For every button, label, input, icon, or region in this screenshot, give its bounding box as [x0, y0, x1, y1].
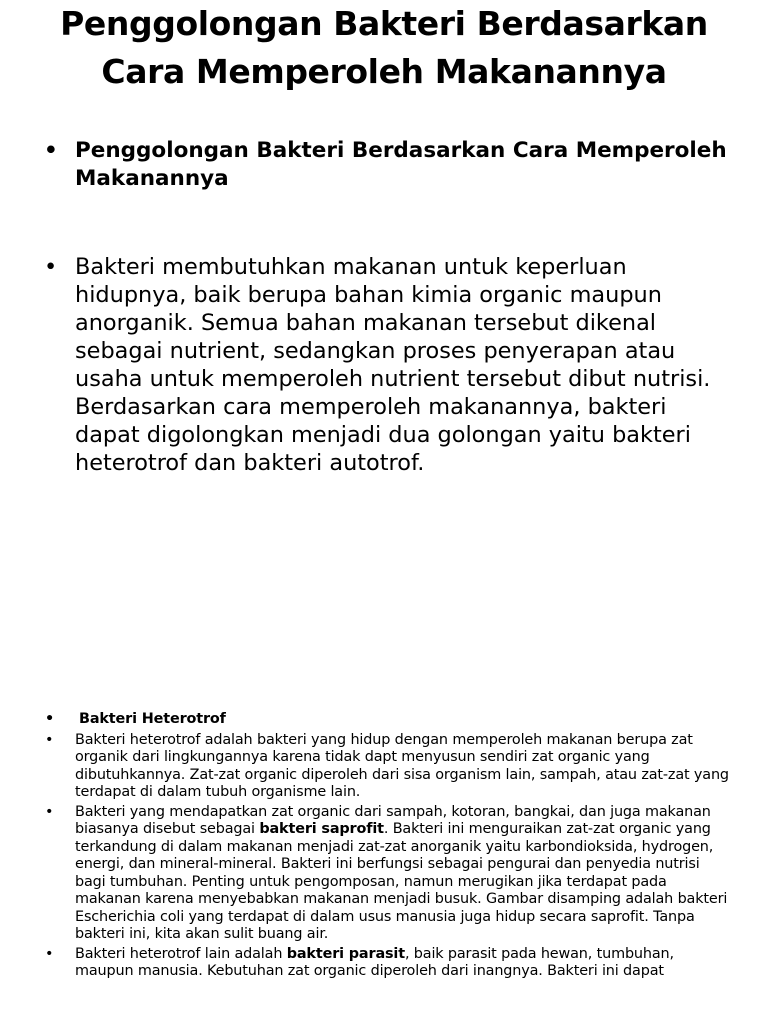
heterotrof-heading: Bakteri Heterotrof	[79, 711, 226, 727]
title-line-2: Cara Memperoleh Makanannya	[101, 52, 667, 91]
bullet-item-1	[0, 137, 768, 193]
heterotrof-item-3	[0, 946, 768, 981]
parasit-term: bakteri parasit	[286, 945, 405, 962]
slide2-bullet-list	[0, 711, 768, 981]
bullet-marker: •	[45, 945, 54, 962]
heterotrof-heading-item	[0, 711, 768, 729]
saprofit-text-before: Bakteri yang mendapatkan zat organic dari sampah, kotoran, bangkai, dan juga makanan biasanya disebut sebagai	[75, 803, 711, 837]
bullet-text-1: Penggolongan Bakteri Berdasarkan Cara Memperoleh Makanannya	[75, 138, 727, 191]
title-line-1: Penggolongan Bakteri Berdasarkan	[60, 4, 708, 43]
bullet-marker: •	[44, 254, 58, 280]
parasit-text-after: , baik parasit pada hewan, tumbuhan, maupun manusia. Kebutuhan zat organic diperoleh dari inangnya. Bakteri ini dapat	[75, 945, 674, 979]
slide1-paragraph-list	[0, 253, 768, 477]
slide-title	[0, 0, 768, 96]
bullet-marker: •	[44, 138, 58, 163]
bullet-marker: •	[45, 731, 54, 748]
slide1-bullet-list	[0, 137, 768, 193]
parasit-text-before: Bakteri heterotrof lain adalah	[75, 945, 287, 962]
heterotrof-item-2	[0, 804, 768, 944]
bullet-text-2: Bakteri membutuhkan makanan untuk keperluan hidupnya, baik berupa bahan kimia organic maupun anorganik. Semua bahan makanan tersebut dikenal sebagai nutrient, sedangkan proses penyerapan atau usaha untuk memperoleh nutrient tersebut dibut nutrisi. Berdasarkan cara memperoleh makanannya, bakteri dapat digolongkan menjadi dua golongan yaitu bakteri heterotrof dan bakteri autotrof.	[75, 254, 711, 476]
bullet-marker: •	[45, 711, 55, 727]
bullet-item-2	[0, 253, 768, 477]
saprofit-text-after: . Bakteri ini menguraikan zat-zat organic yang terkandung di dalam makanan menjadi zat-zat anorganik yaitu karbondioksida, hydrogen, energi, dan mineral-mineral. Bakteri ini berfungsi sebagai pengurai dan penyedia nutrisi bagi tumbuhan. Penting untuk pengomposan, namun merugikan jika terdapat pada makanan karena menyebabkan makanan menjadi busuk. Gambar disamping adalah bakteri Escherichia coli yang terdapat di dalam usus manusia juga hidup secara saprofit. Tanpa bakteri ini, kita akan sulit buang air.	[75, 821, 728, 942]
saprofit-term: bakteri saprofit	[259, 821, 384, 837]
heterotrof-item-1	[0, 732, 768, 802]
heterotrof-text-1: Bakteri heterotrof adalah bakteri yang hidup dengan memperoleh makanan berupa zat organik dari lingkungannya karena tidak dapt menyusun sendiri zat organic yang dibutuhkannya. Zat-zat organic diperoleh dari sisa organism lain, sampah, atau zat-zat yang terdapat di dalam tubuh organisme lain.	[75, 731, 729, 800]
bullet-marker: •	[45, 803, 54, 820]
